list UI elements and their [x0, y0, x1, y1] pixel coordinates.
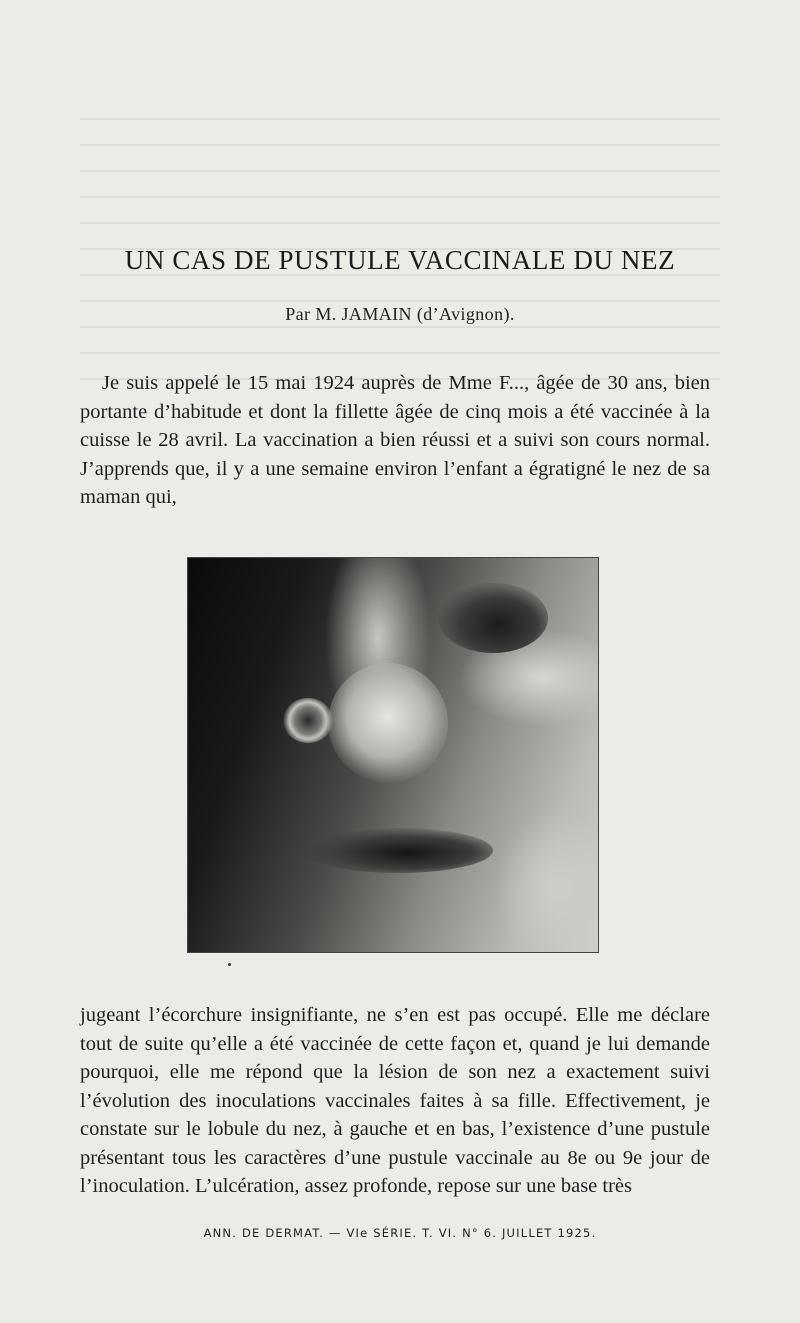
article-title: UN CAS DE PUSTULE VACCINALE DU NEZ [124, 245, 676, 275]
running-footer: ANN. DE DERMAT. — VIe SÉRIE. T. VI. N° 6. JUILLET 1925. [203, 1226, 597, 1240]
photo-mouth-region [303, 828, 493, 873]
ink-speck [228, 963, 231, 966]
photo-eye-region [438, 583, 548, 653]
article-byline: Par M. JAMAIN (d’Avignon). [285, 304, 515, 324]
patient-photograph [187, 557, 599, 953]
paragraph-1: Je suis appelé le 15 mai 1924 auprès de Mme F..., âgée de 30 ans, bien portante d’habitude et dont la fillette âgée de cinq mois a été vaccinée à la cuisse le 28 avril. La vaccination a bien réussi et a suivi son cours normal. J’apprends que, il y a une semaine environ l’enfant a égratigné le nez de sa maman qui, [80, 372, 710, 508]
paragraph-2: jugeant l’écorchure insignifiante, ne s’en est pas occupé. Elle me déclare tout de suite qu’elle a été vaccinée de cette façon et, quand je lui demande pourquoi, elle me répond que la lésion de son nez a exactement suivi l’évolution des inoculations vaccinales faites à sa fille. Effectivement, je constate sur le lobule du nez, à gauche et en bas, l’existence d’une pustule présentant tous les caractères d’une pustule vaccinale au 8e ou 9e jour de l’inoculation. L’ulcération, assez profonde, repose sur une base très [80, 1004, 710, 1197]
photo-pustule-lesion [283, 698, 333, 743]
photo-nose-region [328, 663, 448, 783]
